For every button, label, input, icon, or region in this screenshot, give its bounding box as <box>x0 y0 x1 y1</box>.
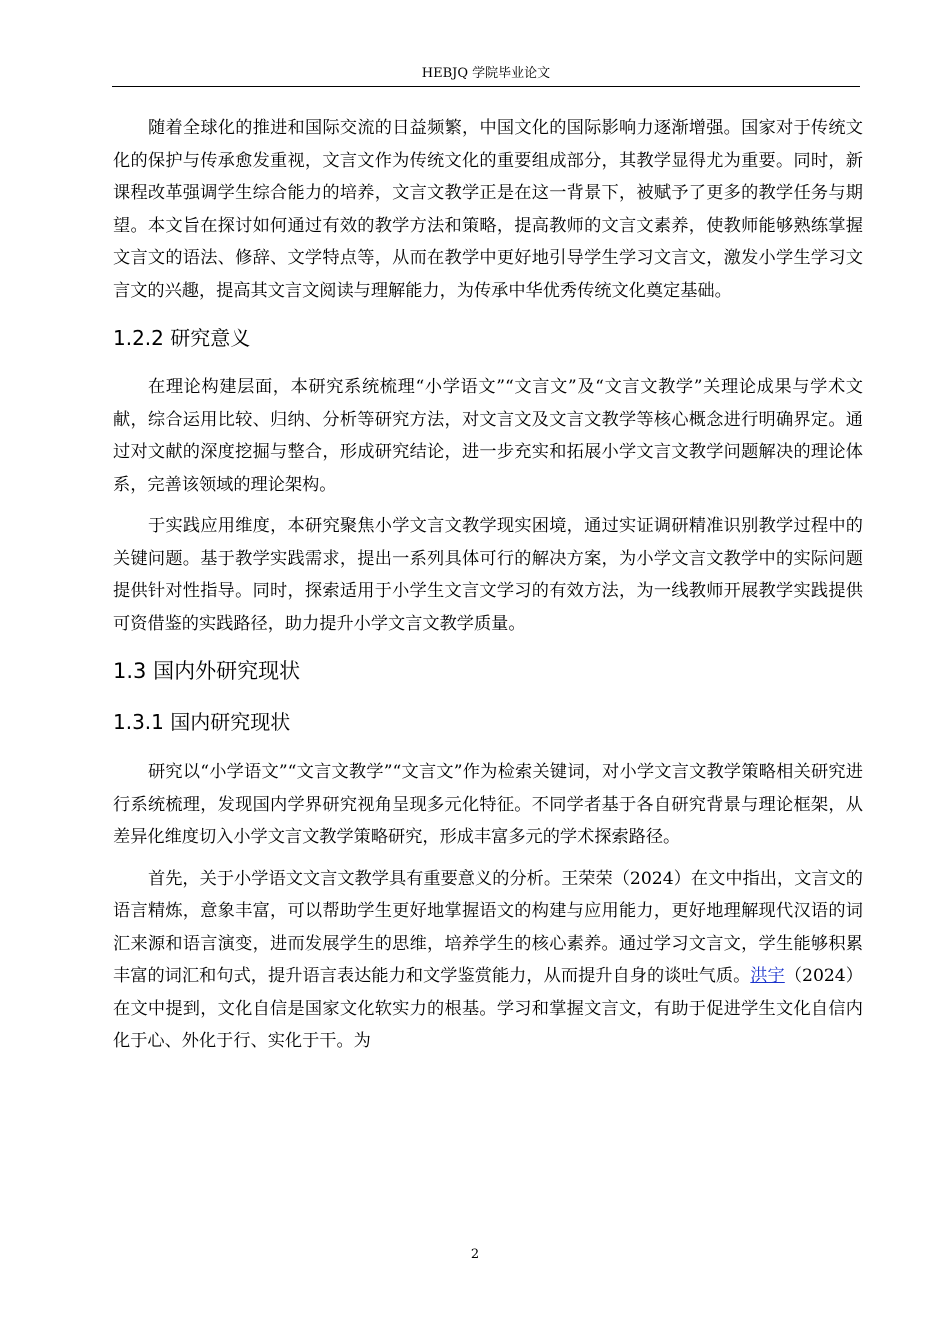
paragraph-significance-practice: 于实践应用维度，本研究聚焦小学文言文教学现实困境，通过实证调研精准识别教学过程中的关键问题。基于教学实践需求，提出一系列具体可行的解决方案，为小学文言文教学中的实际问题提供针对性指导。同时，探索适用于小学生文言文学习的有效方法，为一线教师开展教学实践提供可资借鉴的实践路径，助力提升小学文言文教学质量。 <box>113 516 863 634</box>
paragraph-significance-theory: 在理论构建层面，本研究系统梳理“小学语文”“文言文”及“文言文教学”关理论成果与学术文献，综合运用比较、归纳、分析等研究方法，对文言文及文言文教学等核心概念进行明确界定。通过对文献的深度挖掘与整合，形成研究结论，进一步充实和拓展小学文言文教学问题解决的理论体系，完善该领域的理论架构。 <box>113 377 863 495</box>
paragraph-domestic-intro: 研究以“小学语文”“文言文教学”“文言文”作为检索关键词，对小学文言文教学策略相关研究进行系统梳理，发现国内学界研究视角呈现多元化特征。不同学者基于各自研究背景与理论框架，从差异化维度切入小学文言文教学策略研究，形成丰富多元的学术探索路径。 <box>113 762 863 847</box>
heading-domestic-status: 1.3.1 国内研究现状 <box>113 710 291 734</box>
heading-research-significance: 1.2.2 研究意义 <box>113 326 251 350</box>
paragraph-text: 首先，关于小学语文文言文教学具有重要意义的分析。王荣荣（2024）在文中指出，文言文的语言精炼，意象丰富，可以帮助学生更好地掌握语文的构建与应用能力，更好地理解现代汉语的词汇来源和语言演变，进而发展学生的思维，培养学生的核心素养。通过学习文言文，学生能够积累丰富的词汇和句式，提升语言表达能力和文学鉴赏能力，从而提升自身的谈吐气质。 <box>113 868 863 986</box>
page-number: 2 <box>470 1247 480 1262</box>
document-body <box>113 112 863 1058</box>
paragraph-domestic-first <box>113 863 863 1058</box>
paragraph-background: 随着全球化的推进和国际交流的日益频繁，中国文化的国际影响力逐渐增强。国家对于传统文化的保护与传承愈发重视，文言文作为传统文化的重要组成部分，其教学显得尤为重要。同时，新课程改革强调学生综合能力的培养，文言文教学正是在这一背景下，被赋予了更多的教学任务与期望。本文旨在探讨如何通过有效的教学方法和策略，提高教师的文言文素养，使教师能够熟练掌握文言文的语法、修辞、文学特点等，从而在教学中更好地引导学生学习文言文，激发小学生学习文言文的兴趣，提高其文言文阅读与理解能力，为传承中华优秀传统文化奠定基础。 <box>113 118 863 301</box>
citation-link[interactable]: 洪宇 <box>750 966 785 986</box>
header-divider <box>112 86 860 87</box>
heading-research-status: 1.3 国内外研究现状 <box>113 659 301 683</box>
paragraph-text: （2024）在文中提到，文化自信是国家文化软实力的根基。学习和掌握文言文，有助于促进学生文化自信内化于心、外化于行、实化于干。为 <box>113 966 863 1051</box>
running-header: HEBJQ 学院毕业论文 <box>421 66 551 81</box>
